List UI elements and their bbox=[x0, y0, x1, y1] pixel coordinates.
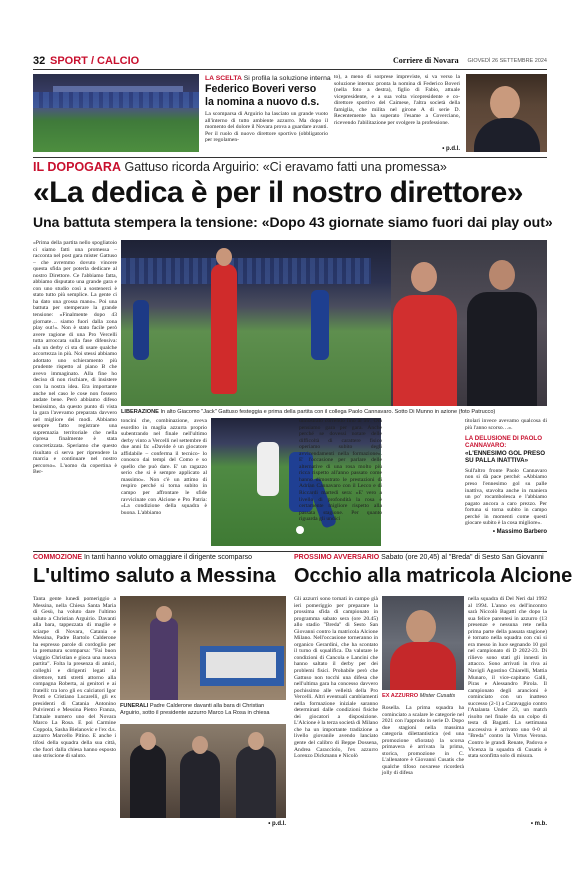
top-signature: • p.d.l. bbox=[442, 146, 460, 152]
left-col: Tanta gente lunedì pomeriggio a Messina, nella Chiesa Santa Maria di Gesù, ha voluto dare l'ultimo saluto a Christian Arguirio. Davanti alla bara, tappezzata di maglie e sciarpe di Novara, Catania e Messina, Padre Bartolo Calderone ha espresso parole di cordoglio per la prematura scomparsa: "Fai buon viaggio Christian e gioca una nuova partita". Folta la presenza di amici, colleghi e dirigenti legati al direttore, tutti stretti attorno alla compagna Roberta, ai genitori e ai fratelli: tra loro gli ex calciatori Igor Protti e Cristiano Lucarelli, gli ex presidenti di Catania Antonino Pulvirenti e Messina Pietro Franza, l'attuale numero uno del Novara Marco La Rosa. E poi Carmine Coppola, Sasha Bielanovic e l'ex d.s. azzurro Marcello Pitino. E anche i tifosi della squadra della sua città, che fuori dalla chiesa hanno esposto uno striscione di saluto. bbox=[33, 596, 116, 760]
main-photo-caption: LIBERAZIONE In alto Giacomo "Jack" Gattuso festeggia e prima della partita con il collega Paolo Cannavaro. Sotto Di Munno in azione (foto Patrucco) bbox=[121, 409, 496, 415]
top-col-2: to), a meno di sorprese impreviste, si va verso la soluzione interna: pronta la nomina di Federico Boveri (nella foto a destra), figlio di Fabio, attuale vicepresidente, e a sua volta vicepresidente e co-direttore sportivo del Caimese, l'altra società della famiglia, che milita nel girone A di serie D. Recentemente ha superato l'esame a Coverciano, ricevendo l'abilitazione per svolgere la professione. bbox=[334, 74, 460, 126]
stadium-photo bbox=[33, 74, 199, 152]
funeral-photo-church bbox=[120, 596, 286, 700]
right-col-1: Gli azzurri sono tornati in campo già ieri pomeriggio per preparare la prossima sfida di campionato in programma sabato sera (ore 20.45) allo stadio "Breda" di Sesto San Giovanni contro la matricola Alcione Milano. Nell'occasione torneranno in organico Gerardini, che ha scontato il turno di squalifica. Da valutare le condizioni di Cancola e Lancini che hanno saltato il derby per dei problemi fisici. Probabile però che Gattuso non tocchi una difesa che nell'ultima gara ha concesso davvero pochissimo alle velleità della Pro Vercelli. Altri eventuali cambiamenti nella formazione iniziale saranno determinati dalle condizioni fisiche dei giocatori a disposizione. L'Alcione è la terza società di Milano che ha un importante tradizione a livello giovanile avendo lanciato gente del calibro di Beppe Dossena, Andrea Caracciolo, l'ex azzurro Lorenzo Dickmann e Nicolò bbox=[294, 596, 378, 760]
top-title: Federico Boveri verso la nomina a nuovo d.s. bbox=[205, 83, 320, 108]
cusatis-photo bbox=[382, 596, 464, 690]
gattuso-celebration-photo bbox=[121, 240, 547, 406]
right-photo-caption: EX AZZURRO Mister Cusatis bbox=[382, 693, 456, 699]
left-kicker: COMMOZIONE In tanti hanno voluto omaggiare il dirigente scomparso bbox=[33, 554, 253, 561]
left-title: L'ultimo saluto a Messina bbox=[33, 565, 276, 587]
main-col-left: «Prima della partita nello spogliatoio ci siamo fatti una promessa – racconta nel post gara mister Gattuso – che avremmo dovuto vincere questa sfida per poterla dedicare al nostro Direttore. Ce l'abbiamo fatta, abbiamo disputato una grande gara e con uno studio così a sostenerci è stato tutto più semplice. La gente ci ha dato una grossa mano». Poi una battuta per stemperare la grande tensione: «Finalmente dopo 43 giornate… siamo fuori dalla zona play out!». Non è stato facile però avere ragione di una Pro Vercelli tutta arroccata sulla fase difensiva: «In un derby ci sta di usare qualche accortezza in più. Noi stessi abbiamo adottato uno schieramento più prudente rispetto al piano B che avevo immaginato. Alla fine ho deciso di non rischiare, di insistere con la nostra idea. Era importante anche nel caso le cose non fossero andate bene. Però abbiamo difeso benissimo, da questo punto di vista la gara l'avevamo preparata davvero nel migliore dei modi. Abbiamo sempre fatto registrare una supremazia territoriale che nella ripresa finalmente è stata concretizzata. Speriamo che questo risultato ci serva per riprendere la marcia e continuare nel nostro percorso». L'uomo da copertina è Ber- bbox=[33, 240, 117, 476]
main-col-a: toncini che, combinazione, aveva esordito in maglia azzurra proprio subentrando nel finale nell'ultimo derby vinto a Vercelli nel settembre di due anni fa: «Davide è un giocatore affidabile – conferma il tecnico- lo conosco dai tempi del Como e so quello che può dare. E' un ragazzo serio che si è sempre applicato al massimo». Non c'è un attimo di respiro perché si torna subito in campo per affrontare le sfide ravvicinate con Alcione e Pro Patria: «La condizione della squadra è buona. L'abbiamo bbox=[121, 418, 207, 516]
main-col-right-wrap bbox=[465, 418, 547, 535]
left-signature: • p.d.l. bbox=[268, 821, 286, 827]
right-col-2: Rosella. La prima squadra ha cominciato a scalare le categorie nel 2021 con l'approdo in serie D. Dopo due stagioni nella massima categoria dilettantistica (ed una promozione sfiorata) la scorsa primavera è arrivata la prima, storica, promozione in C. L'allenatore è Giovanni Cusatis che qualche tifoso novarese ricorderà jolly di difesa bbox=[382, 705, 464, 777]
main-title: «La dedica è per il nostro direttore» bbox=[33, 176, 523, 209]
main-signature: • Massimo Barbero bbox=[492, 528, 547, 535]
main-col-mid: dimostrato correndo fino al 95'. Ora pensiamo gara per gara. Anche perché se dovessi notare delle difficoltà di carattere fisico operiamo subito degli avvicendamenti nella formazione». E' l'occasione per parlare delle alternative di una rosa molto più ricca rispetto all'anno passato come hanno dimostrato le prestazioni di Adrian Cannavaro con il Lecco e di Riccardi martedì sera: «E' vero a livello di profondità la rosa è certamente migliore rispetto alla passata stagione. Per quanto riguarda gli undici bbox=[299, 418, 382, 523]
top-col-1: La scomparsa di Arguirio ha lasciato un grande vuoto all'interno di tutto ambiente azzurro. Ma dopo il momento del dolore il Novara prova a guardare avanti. Per il ruolo di nuovo direttore sportivo (obbligatorio per regolamen- bbox=[205, 111, 328, 144]
quote-box: LA DELUSIONE DI PAOLO CANNAVARO: «L'ENNESIMO GOL PRESO SU PALLA INATTIVA» bbox=[465, 435, 546, 464]
paper-name: Corriere di Novara bbox=[393, 56, 459, 65]
main-col-d-text: Sull'altro fronte Paolo Cannavaro non si dà pace perché: «Abbiamo preso l'ennesimo gol su palle inattiva, stavolta anche in maniera un po' rocambolesca e l'abbiamo pagato ancora a caro prezzo. Per fortuna si torna subito in campo perché in momenti come questi giocare subito è la cosa migliore». bbox=[465, 467, 547, 527]
funeral-photo-mourners bbox=[120, 724, 286, 818]
page-date: GIOVEDÌ 26 SETTEMBRE 2024 bbox=[467, 58, 547, 64]
right-signature: • m.b. bbox=[530, 821, 547, 827]
right-title: Occhio alla matricola Alcione bbox=[294, 565, 573, 587]
main-subtitle: Una battuta stempera la tensione: «Dopo 43 giornate siamo fuori dai play out» bbox=[33, 214, 553, 230]
left-photo-caption: FUNERALI Padre Calderone davanti alla bara di Christian Arguirio, sotto il presidente azzurro Marco La Rosa in chiesa bbox=[120, 703, 270, 716]
top-kicker: LA SCELTA Si profila la soluzione interna bbox=[205, 75, 331, 82]
right-kicker: PROSSIMO AVVERSARIO Sabato (ore 20,45) al "Breda" di Sesto San Giovanni bbox=[294, 554, 544, 561]
main-kicker: IL DOPOGARA Gattuso ricorda Arguirio: «Ci eravamo fatti una promessa» bbox=[33, 160, 447, 174]
page-header bbox=[33, 55, 547, 69]
right-col-3: nella squadra di Del Neri dal 1992 al 1994. L'anno ex dell'incontro sarà Niccolò Bagatti che dopo la sua felice parentesi in azzurro (13 presenze e nessuna rete nella prima parte della passata stagione) è tornato nella squadra con cui si era messo in luce segnando 10 gol nel campionato di D 2022-23. Di rilievo sono stati gli innesti in attacco. Sono arrivati in riva ai Navigli Agostino Chiarelli, Mattia Munaro, il vice-capitano Galli, Piras e Alessandro Pirola. Il campionato degli arancioni è cominciato con un inatteso successo (2-1) a Caravaggio contro l'Atalanta Under 23, un match risolto nel finale da un colpo di testa di Bagatti. La settimana successiva è arrivato uno 0-0 al "Breda" contro la Virtus Verona. Contro le grandi Renate, Padova e Vicenza la squadra di Cusatis è stata sconfitta solo di misura. bbox=[468, 596, 547, 760]
boveri-photo bbox=[466, 74, 547, 152]
section-label: SPORT / CALCIO bbox=[50, 55, 140, 67]
page-number: 32 bbox=[33, 55, 46, 67]
main-col-c-text: titolari invece avevamo qualcosa di più l'anno scorso…». bbox=[465, 418, 547, 431]
